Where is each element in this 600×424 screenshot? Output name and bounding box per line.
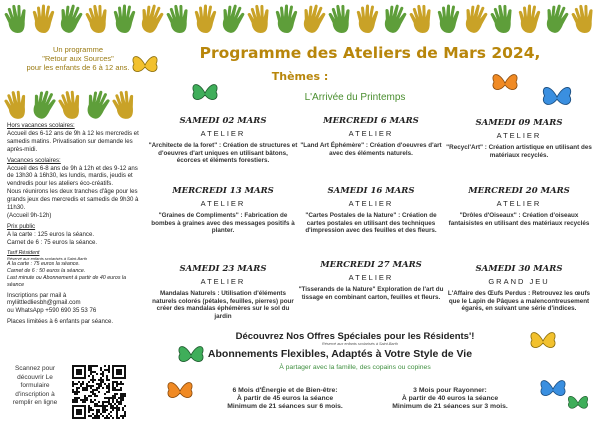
handprint-icon: [568, 2, 600, 37]
offer-share: À partager avec la famille, des copains ou copines: [279, 364, 431, 371]
handprint-icon: [112, 4, 138, 34]
handprint-icon: [82, 2, 114, 37]
workshop-date: SAMEDI 30 MARS: [475, 264, 563, 274]
intro-line: Un programme: [52, 45, 104, 54]
inscription-phone[interactable]: ou WhatsApp +590 690 35 53 76: [7, 307, 97, 315]
handprint-icon: [31, 4, 57, 34]
handprint-border: [0, 0, 600, 40]
butterfly-icon: [538, 376, 568, 402]
plan-line: Minimum de 21 séances sur 6 mois.: [227, 403, 343, 411]
plan-six-months: [205, 387, 365, 412]
butterfly-icon: [165, 378, 195, 404]
handprint-icon: [163, 2, 195, 37]
workshop-desc: "Tisserands de la Nature" Exploration de l'art du tissage en combinant carton, feuilles et fleurs.: [298, 286, 444, 301]
handprint-cluster: [0, 90, 140, 120]
inscription-email[interactable]: myliittledliesbh@gmail.com: [7, 299, 81, 307]
workshop-card: [148, 186, 298, 235]
intro-line: pour les enfants de 6 à 12 ans.: [26, 63, 130, 72]
workshop-desc: "Cartes Postales de la Nature" : Création de cartes postales en utilisant des techniques d'impression avec des feuilles et des fleurs.: [305, 212, 437, 235]
workshop-kind: ATELIER: [200, 277, 246, 286]
hors-title: Hors vacances scolaires:: [7, 122, 75, 129]
workshop-date: SAMEDI 02 MARS: [179, 116, 267, 126]
workshop-card: [444, 118, 594, 159]
page-title: Programme des Ateliers de Mars 2024,: [199, 44, 541, 62]
workshop-card: [444, 186, 594, 227]
workshop-kind: ATELIER: [348, 129, 394, 138]
workshop-card: [148, 264, 298, 320]
handprint-icon: [325, 2, 357, 37]
program-intro: [18, 45, 138, 72]
handprint-icon: [55, 87, 88, 123]
handprint-icon: [436, 4, 462, 34]
handprint-icon: [244, 2, 276, 37]
offer-title: Découvrez Nos Offres Spéciales pour les Résidents'!: [235, 331, 475, 342]
workshop-date: MERCREDI 20 MARS: [468, 186, 570, 196]
intro-line: "Retour aux Sources": [42, 54, 114, 63]
accueil-text: (Accueil 9h-12h): [7, 211, 52, 219]
workshop-card: [444, 264, 594, 313]
places-text: Places limitées à 6 enfants par séance.: [7, 318, 114, 326]
workshop-desc: "Graines de Compliments" : Fabrication de bombes à graines avec des messages positifs à planter.: [151, 212, 295, 235]
workshop-card: [148, 116, 298, 165]
handprint-icon: [1, 87, 34, 123]
plan-line: 6 Mois d'Énergie et de Bien-être:: [232, 387, 338, 394]
workshop-date: MERCREDI 27 MARS: [320, 260, 422, 270]
butterfly-icon: [528, 328, 558, 354]
themes-heading: Thèmes :: [271, 70, 329, 83]
groups-text: Nous réunirons les deux tranches d'âge pour les grands jeux des mercredis et samedis de 9h30 à 11h30.: [7, 188, 139, 212]
sidebar-info: [7, 122, 141, 326]
workshop-kind: ATELIER: [348, 199, 394, 208]
handprint-icon: [193, 4, 219, 34]
plan-line: À partir de 40 euros la séance: [401, 395, 499, 403]
butterfly-icon: [190, 80, 220, 106]
workshop-kind: ATELIER: [200, 199, 246, 208]
handprint-icon: [109, 87, 142, 123]
workshop-kind: ATELIER: [496, 199, 542, 208]
workshop-card: [296, 186, 446, 235]
plan-line: 3 Mois pour Rayonner:: [413, 387, 487, 394]
butterfly-icon: [566, 392, 590, 414]
prix-title: Prix public: [7, 222, 36, 230]
tarif-title: Tarif Résident: [7, 249, 40, 256]
workshop-desc: "Land Art Éphémère" : Création d'oeuvres d'art avec des éléments naturels.: [300, 142, 442, 157]
butterfly-icon: [176, 342, 206, 368]
butterfly-icon: [540, 82, 574, 112]
prix-line: A la carte : 125 euros la séance.: [7, 230, 95, 238]
handprint-icon: [487, 2, 519, 37]
prix-line: Carnet de 6 : 75 euros la séance.: [7, 238, 98, 246]
offer-note: Réservé aux enfants scolarisés à Saint-Barth: [322, 342, 398, 346]
handprint-icon: [1, 2, 33, 37]
workshop-date: MERCREDI 13 MARS: [172, 186, 274, 196]
offer-subtitle: Abonnements Flexibles, Adaptés à Votre Style de Vie: [207, 348, 473, 360]
workshop-card: [296, 260, 446, 301]
workshop-desc: "Drôles d'Oiseaux" : Création d'oiseaux fantaisistes en utilisant des matériaux recyclés: [448, 212, 590, 227]
butterfly-icon: [490, 70, 520, 96]
workshop-card: [296, 116, 446, 157]
workshop-kind: GRAND JEU: [488, 277, 550, 286]
workshop-date: SAMEDI 23 MARS: [179, 264, 267, 274]
workshop-date: SAMEDI 09 MARS: [475, 118, 563, 128]
plan-line: À partir de 45 euros la séance: [236, 395, 334, 403]
plan-three-months: [370, 387, 530, 412]
plan-line: Minimum de 21 séances sur 3 mois.: [392, 403, 508, 411]
vac-title: Vacances scolaires:: [7, 156, 61, 164]
workshop-kind: ATELIER: [200, 129, 246, 138]
workshop-date: SAMEDI 16 MARS: [327, 186, 415, 196]
tarif-line: Last minute ou Abonnement à partir de 40 euros la séance: [7, 274, 127, 288]
theme-subtitle: L'Arrivée du Printemps: [304, 92, 406, 103]
inscription-line: Inscriptions par mail à: [7, 291, 67, 299]
workshop-kind: ATELIER: [348, 273, 394, 282]
workshop-desc: "Recycl'Art" : Création artistique en utilisant des matériaux recyclés.: [446, 144, 592, 159]
butterfly-icon: [130, 52, 160, 78]
tarif-line: Carnet de 6 : 50 euros la séance.: [7, 268, 86, 275]
qr-caption: Scannez pour découvrir Le formulaire d'inscription à remplir en ligne: [12, 365, 58, 406]
handprint-icon: [517, 4, 543, 34]
hors-text: Accueil des 6-12 ans de 9h à 12 les mercredis et samedis matins. Privatisation sur demande les après-midi.: [7, 129, 139, 153]
handprint-icon: [406, 2, 438, 37]
qr-code[interactable]: [70, 363, 128, 421]
workshop-desc: Mandalas Naturels : Utilisation d'éléments naturels colorés (pétales, feuilles, pierres) pour créer des mandalas éphémères sur le sol du jardin: [152, 290, 294, 320]
workshop-date: MERCREDI 6 MARS: [323, 116, 419, 126]
tarif-line: A la carte : 75 euros la séance.: [7, 261, 80, 268]
handprint-icon: [355, 4, 381, 34]
workshop-desc: L'Affaire des Œufs Perdus : Retrouvez les œufs que le Lapin de Pâques a malencontreusement égarés, en suivant une série d'indices.: [447, 290, 591, 313]
workshop-kind: ATELIER: [496, 131, 542, 140]
tarif-note: Réservé aux enfants scolarisés à Saint-Barth: [7, 256, 88, 262]
handprint-icon: [274, 4, 300, 34]
workshop-desc: "Architecte de la foret" : Création de structures et d'oeuvres d'art uniques en utilisant bâtons, écorces et éléments forestiers.: [148, 142, 298, 165]
vac-text: Accueil des 6-8 ans de 9h à 12h et des 9-12 ans de 13h30 à 16h30, les lundis, mardis, jeudis et vendredis pour les ateliers éco-créatifs.: [7, 164, 138, 188]
